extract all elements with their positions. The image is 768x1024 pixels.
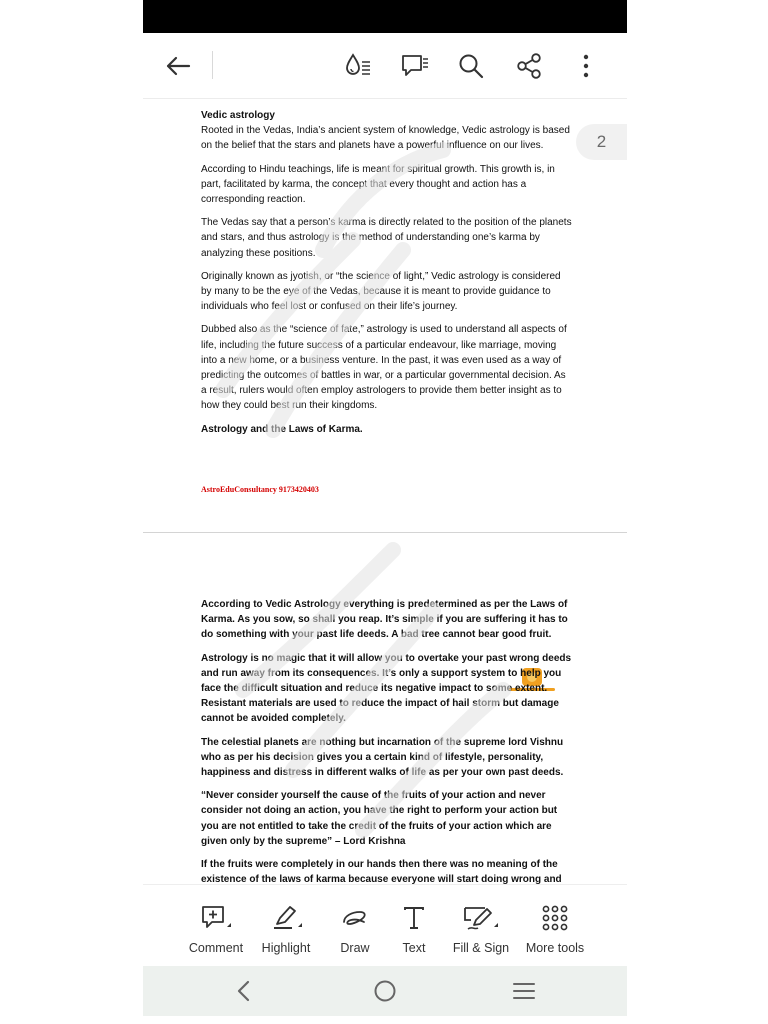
page-1-text [201,108,573,437]
tool-label: Draw [340,941,370,955]
paragraph: Rooted in the Vedas, India’s ancient system of knowledge, Vedic astrology is based on the belief that the stars and planets have a powerful influence on our lives. [201,125,570,152]
pdf-viewer-app [143,0,627,1016]
tool-label: More tools [525,941,585,955]
status-bar [143,0,627,33]
paragraph: According to Vedic Astrology everything is predetermined as per the Laws of Karma. As you sow, so shall you reap. It’s simple if you are suffering it has to do something with your past life deeds. A bad tree cannot bear good fruit. [201,599,568,641]
paragraph: The Vedas say that a person’s karma is directly related to the position of the planets and stars, and thus astrology is the method of understanding one’s karma by analyzing these positions. [201,217,572,259]
section-heading: Astrology and the Laws of Karma. [201,423,363,435]
tool-label: Highlight [261,941,311,955]
system-navigation-bar [143,966,627,1016]
toolbar-divider [212,51,213,79]
search-icon[interactable] [454,49,488,83]
top-app-bar [143,33,627,99]
tool-comment[interactable] [185,885,247,967]
read-mode-icon[interactable] [341,49,375,83]
bottom-toolbar [143,884,627,966]
paragraph: If the fruits were completely in our hands then there was no meaning of the existence of the laws of karma because everyone will start doing wrong and [201,859,562,884]
tool-label: Comment [188,941,244,955]
tool-more-tools[interactable] [523,885,587,967]
home-nav-icon[interactable] [370,978,400,1004]
tool-label: Fill & Sign [452,941,510,955]
recents-nav-icon[interactable] [509,978,539,1004]
paragraph: Astrology is no magic that it will allow you to overtake your past wrong deeds and run away from its consequences. It’s only a support system to help you face the difficult situation and reduce its negative impact to some extent. Resistant materials are used to reduce the impact of hail storm but damage cannot be avoided completely. [201,652,572,725]
comment-add-icon [199,903,233,933]
paragraph: According to Hindu teachings, life is meant for spiritual growth. This growth is, in part, facilitated by karma, the concept that every thought and action has a corresponding reaction. [201,163,555,206]
text-icon [402,903,426,933]
share-icon[interactable] [512,49,546,83]
page-title: Vedic astrology [201,110,275,121]
arrow-left-icon[interactable] [161,49,195,83]
page-footer-contact: AstroEduConsultancy 9173420403 [201,485,319,494]
pdf-page-2 [143,533,627,884]
tool-draw[interactable] [335,885,375,967]
tool-fill-sign[interactable] [449,885,513,967]
tool-text[interactable] [397,885,431,967]
paragraph: Originally known as jyotish, or “the science of light,” Vedic astrology is considered by many to be the eye of the Vedas, because it is meant to provide guidance to individuals who feel lost or confused on their life’s journey. [201,270,561,313]
page-number-badge[interactable]: 2 [576,124,627,160]
more-vertical-icon[interactable] [569,49,603,83]
fill-sign-icon [462,903,500,933]
paragraph: The celestial planets are nothing but incarnation of the supreme lord Vishnu who as per his decision gives you a certain kind of lifestyle, personality, happiness and distress in different walks of life as per your own past deeds. [201,736,564,779]
back-nav-icon[interactable] [229,978,259,1004]
pdf-page-1 [143,100,627,532]
tool-label: Text [402,941,426,955]
paragraph: Dubbed also as the “science of fate,” astrology is used to understand all aspects of life, including the future success of a particular endeavour, like marriage, moving into a new home, or a business venture. In the past, it was even used as a way of predicting the outcomes of battles in war, or a particular governmental decision. As a result, rulers would often employ astrologers to provide them better insight as to how they could best run their kingdoms. [201,324,567,412]
grid-icon [542,903,568,933]
draw-icon [340,903,370,933]
comments-icon[interactable] [398,49,432,83]
tool-highlight[interactable] [256,885,316,967]
highlighter-icon [268,903,304,933]
document-view[interactable] [143,100,627,884]
paragraph: “Never consider yourself the cause of the fruits of your action and never consider not doing an action, you have the right to perform your action but you are not entitled to take the credit of the fruits of your action which are given only by the supreme” – Lord Krishna [201,790,558,847]
page-2-text [201,597,573,884]
